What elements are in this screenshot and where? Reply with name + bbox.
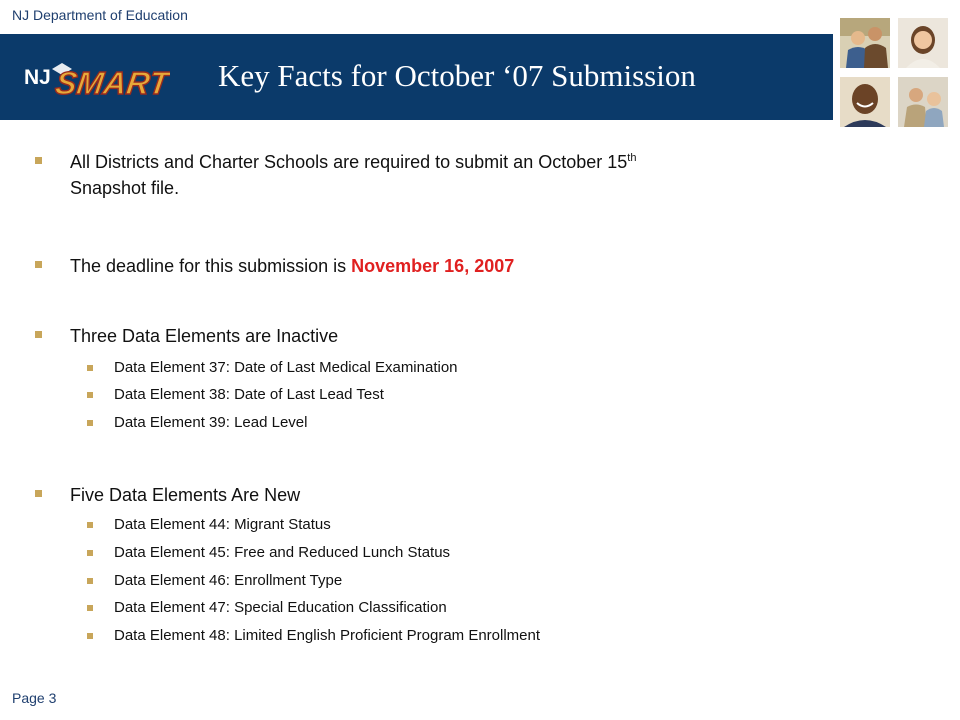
sub-bullet-marker — [87, 633, 93, 639]
bullet-marker — [35, 157, 42, 164]
bullet-marker — [35, 490, 42, 497]
sub-bullet-marker — [87, 550, 93, 556]
sub-bullet-text: Data Element 45: Free and Reduced Lunch Status — [114, 544, 451, 561]
svg-text:SMART: SMART — [53, 65, 170, 101]
bullet-text: All Districts and Charter Schools are required to submit an October 15th — [70, 152, 637, 172]
bullet-text: Five Data Elements Are New — [70, 485, 301, 505]
sub-bullet-text: Data Element 47: Special Education Classification — [114, 599, 447, 616]
sub-bullet-marker — [87, 578, 93, 584]
deadline-date: November 16, 2007 — [351, 256, 515, 276]
svg-text:NJ: NJ — [24, 66, 51, 89]
sub-bullet-marker — [87, 365, 93, 371]
sub-bullet-marker — [87, 392, 93, 398]
sub-bullet-text: Data Element 48: Limited English Proficient Program Enrollment — [114, 627, 541, 644]
sub-bullet-marker — [87, 522, 93, 528]
sub-bullet-text: Data Element 37: Date of Last Medical Examination — [114, 359, 458, 376]
bullet-marker — [35, 331, 42, 338]
slide-title: Key Facts for October ‘07 Submission — [218, 58, 696, 93]
bullet-marker — [35, 261, 42, 268]
department-label: NJ Department of Education — [12, 7, 188, 23]
bullet-text: Three Data Elements are Inactive — [70, 326, 339, 346]
sub-bullet-marker — [87, 420, 93, 426]
bullet-text: The deadline for this submission is November 16, 2007 — [70, 256, 515, 276]
sub-bullet-text: Data Element 38: Date of Last Lead Test — [114, 386, 384, 403]
sub-bullet-text: Data Element 39: Lead Level — [114, 414, 308, 431]
sub-bullet-text: Data Element 44: Migrant Status — [114, 516, 331, 533]
sub-bullet-marker — [87, 605, 93, 611]
sub-bullet-text: Data Element 46: Enrollment Type — [114, 572, 343, 589]
bullet-text-continued: Snapshot file. — [70, 178, 180, 198]
page-number: Page 3 — [12, 690, 57, 706]
